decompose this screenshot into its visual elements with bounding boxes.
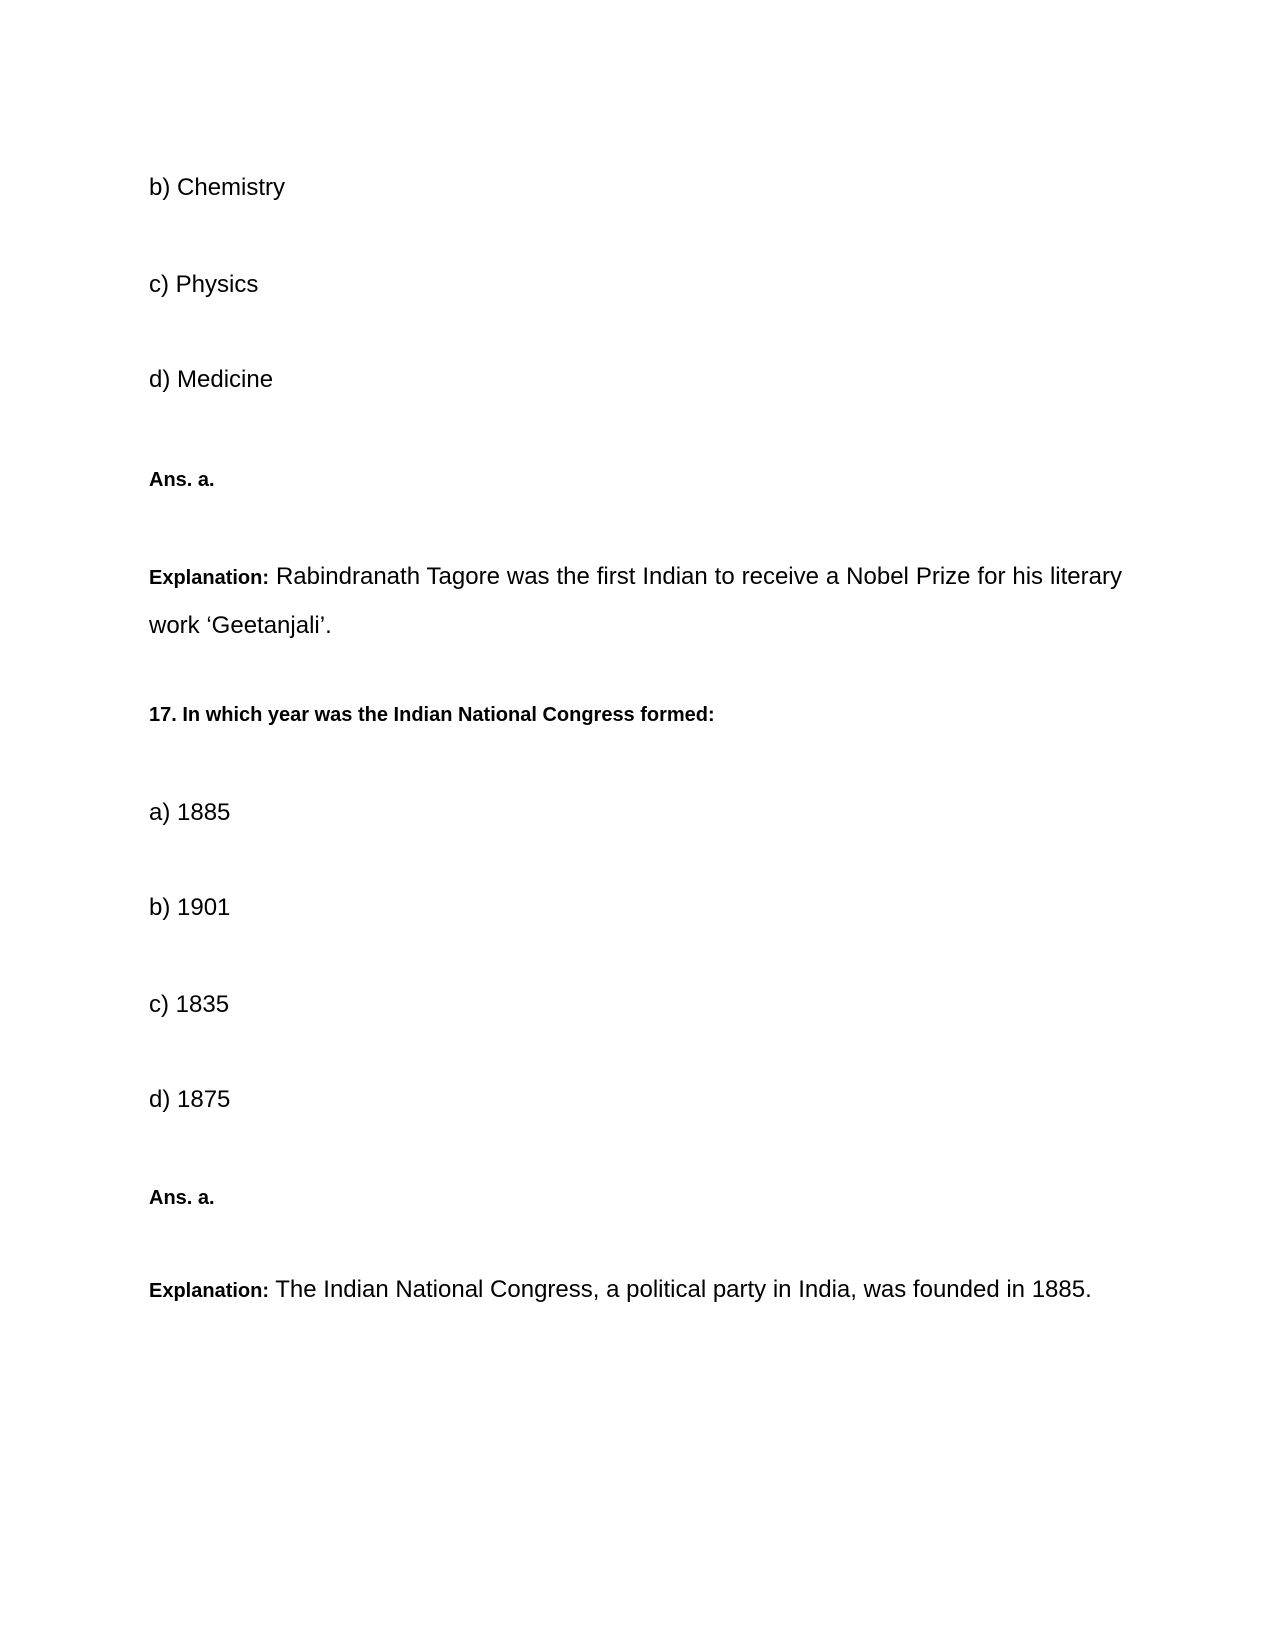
q17-explanation <box>149 1266 1122 1315</box>
q16-explanation-label: Explanation: <box>149 567 270 589</box>
q17-question: 17. In which year was the Indian National Congress formed: <box>149 704 715 726</box>
q17-explanation-text: The Indian National Congress, a political party in India, was founded in 1885. <box>269 1276 1092 1303</box>
q16-answer: Ans. a. <box>149 469 215 491</box>
q16-explanation <box>149 553 1122 650</box>
q17-explanation-label: Explanation: <box>149 1280 270 1302</box>
q16-option-c: c) Physics <box>149 271 259 298</box>
q17-option-c: c) 1835 <box>149 991 230 1018</box>
q17-option-a: a) 1885 <box>149 799 231 826</box>
q16-option-b: b) Chemistry <box>149 174 286 201</box>
q17-option-b: b) 1901 <box>149 894 231 921</box>
q16-explanation-text: Rabindranath Tagore was the first Indian to receive a Nobel Prize for his literary work ‘Geetanjali’. <box>149 563 1122 639</box>
q17-answer: Ans. a. <box>149 1187 215 1209</box>
q16-option-d: d) Medicine <box>149 366 274 393</box>
q17-option-d: d) 1875 <box>149 1086 231 1113</box>
